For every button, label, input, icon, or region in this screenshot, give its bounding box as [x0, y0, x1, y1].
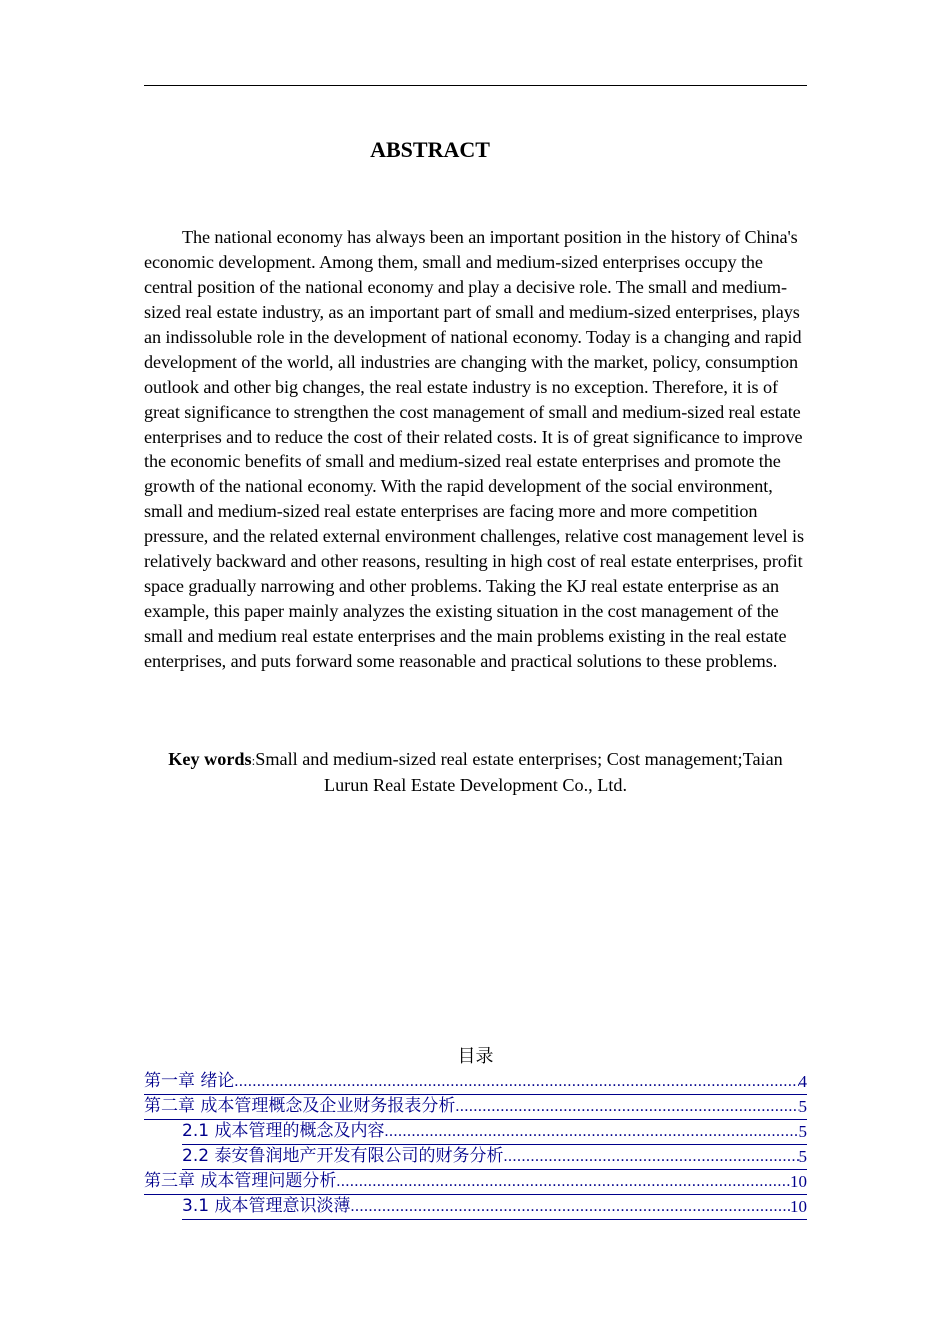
toc-dot-leader — [503, 1144, 798, 1169]
abstract-body: The national economy has always been an important position in the history of China's economic development. Among them, small and medium-sized enterprises occupy the central position of the national economy and play a decisive role. The small and medium-sized real estate industry, as an important part of small and medium-sized enterprises, plays an indissoluble role in the development of national economy. Today is a changing and rapid development of the world, all industries are changing with the market, policy, consumption outlook and other big changes, the real estate industry is no exception. Therefore, it is of great significance to strengthen the cost management of small and medium-sized real estate enterprises and to reduce the cost of their related costs. It is of great significance to improve the economic benefits of small and medium-sized real estate enterprises and promote the growth of the national economy. With the rapid development of the social environment, small and medium-sized real estate enterprises are facing more and more competition pressure, and the related external environment challenges, relative cost management level is relatively backward and other reasons, resulting in high cost of real estate enterprises, profit space gradually narrowing and other problems. Taking the KJ real estate enterprise as an example, this paper mainly analyzes the existing situation in the cost management of the small and medium real estate enterprises and the main problems existing in the real estate enterprises, and puts forward some reasonable and practical solutions to these problems. — [144, 227, 804, 671]
table-of-contents — [144, 1070, 807, 1220]
keywords-label: Key words — [168, 749, 252, 769]
toc-dot-leader — [384, 1119, 798, 1144]
toc-link-section-2-1[interactable] — [182, 1120, 807, 1145]
toc-link-chapter-3[interactable] — [144, 1170, 807, 1195]
toc-entry-label: 第一章 绪论 — [144, 1071, 235, 1091]
toc-link-section-2-2[interactable] — [182, 1145, 807, 1170]
keywords-paragraph — [144, 747, 807, 798]
toc-page-number: 5 — [798, 1122, 807, 1141]
toc-link-chapter-2[interactable] — [144, 1095, 807, 1120]
abstract-title: ABSTRACT — [370, 137, 490, 162]
toc-entry-label: 第二章 成本管理概念及企业财务报表分析 — [144, 1096, 456, 1116]
toc-dot-leader — [336, 1169, 790, 1194]
header-rule — [144, 85, 807, 86]
toc-entry-label: 2.1 成本管理的概念及内容 — [182, 1121, 385, 1141]
toc-page-number: 4 — [798, 1072, 807, 1091]
keywords-text: Small and medium-sized real estate enterprises; Cost management;Taian Lurun Real Estate Development Co., Ltd. — [255, 749, 783, 795]
toc-link-section-3-1[interactable] — [182, 1195, 807, 1220]
keywords-colon: : — [251, 753, 256, 768]
toc-dot-leader — [350, 1194, 790, 1219]
toc-entry-label: 第三章 成本管理问题分析 — [144, 1171, 337, 1191]
toc-entry-label: 2.2 泰安鲁润地产开发有限公司的财务分析 — [182, 1146, 504, 1166]
toc-dot-leader — [455, 1094, 798, 1119]
toc-entry-label: 3.1 成本管理意识淡薄 — [182, 1196, 351, 1216]
toc-page-number: 5 — [798, 1147, 807, 1166]
toc-page-number: 10 — [790, 1172, 807, 1191]
toc-page-number: 10 — [790, 1197, 807, 1216]
toc-link-chapter-1[interactable] — [144, 1070, 807, 1095]
toc-title: 目录 — [457, 1046, 494, 1067]
toc-page-number: 5 — [798, 1097, 807, 1116]
toc-dot-leader — [234, 1069, 798, 1094]
